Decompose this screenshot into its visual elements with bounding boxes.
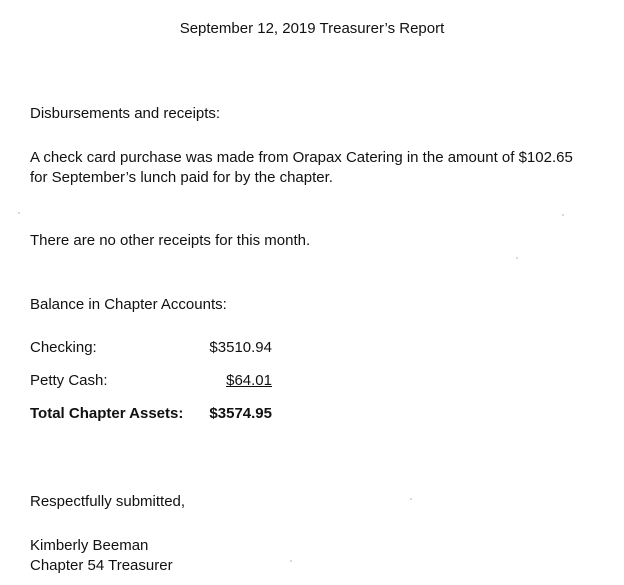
balance-heading: Balance in Chapter Accounts: [30, 296, 227, 313]
total-assets-label: Total Chapter Assets: [30, 405, 184, 422]
petty-cash-amount: $64.01 [226, 372, 272, 389]
scan-speck [410, 498, 412, 500]
purchase-line-2: for September’s lunch paid for by the chapter. [30, 169, 333, 186]
scan-speck [290, 560, 292, 562]
no-other-receipts-text: There are no other receipts for this month. [30, 232, 311, 249]
disbursements-heading: Disbursements and receipts: [30, 105, 221, 122]
scan-speck [562, 214, 564, 216]
scan-speck [516, 257, 518, 259]
closing-text: Respectfully submitted, [30, 493, 186, 510]
checking-label: Checking: [30, 339, 97, 356]
total-assets-row [30, 404, 290, 424]
petty-cash-label: Petty Cash: [30, 372, 108, 389]
signer-name: Kimberly Beeman [30, 537, 149, 554]
purchase-line-1: A check card purchase was made from Orapax Catering in the amount of $102.65 [30, 149, 573, 166]
scan-speck [18, 212, 20, 214]
signer-title: Chapter 54 Treasurer [30, 557, 173, 574]
checking-amount: $3510.94 [209, 339, 272, 356]
total-assets-amount: $3574.95 [209, 405, 272, 422]
checking-row [30, 338, 290, 358]
report-title: September 12, 2019 Treasurer’s Report [179, 20, 445, 37]
petty-cash-row [30, 371, 290, 391]
